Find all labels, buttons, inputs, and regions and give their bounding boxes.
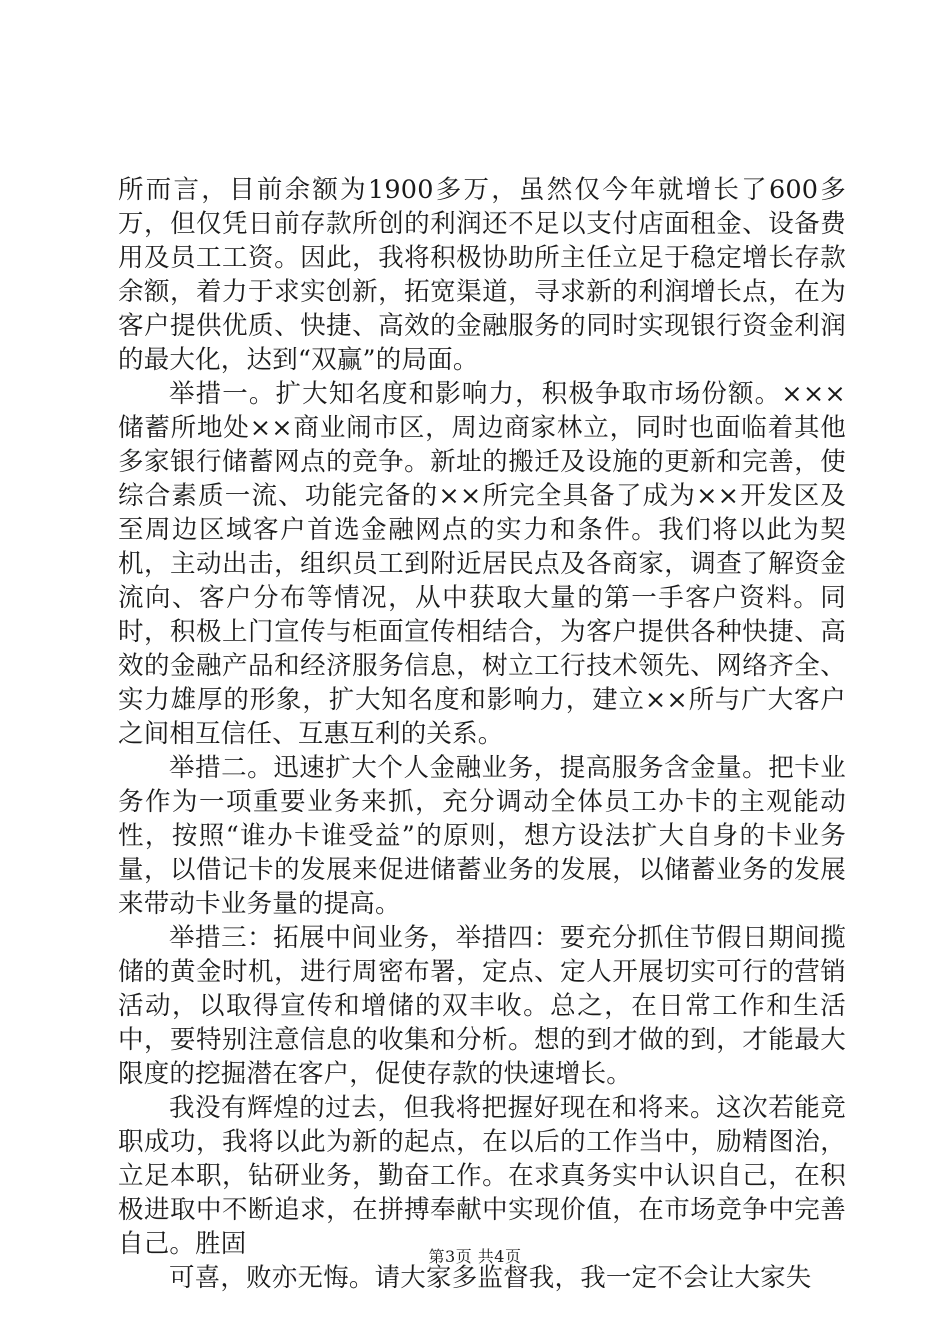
paragraph-measure-1: 举措一。扩大知名度和影响力，积极争取市场份额。×××储蓄所地处××商业闹市区，周边商家林立，同时也面临着其他多家银行储蓄网点的竞争。新址的搬迁及设施的更新和完善，使综合素质一流、功能完备的××所完全具备了成为××开发区及至周边区域客户首选金融网点的实力和条件。我们将以此为契机，主动出击，组织员工到附近居民点及各商家，调查了解资金流向、客户分布等情况，从中获取大量的第一手客户资料。同时，积极上门宣传与柜面宣传相结合，为客户提供各种快捷、高效的金融产品和经济服务信息，树立工行技术领先、网络齐全、实力雄厚的形象，扩大知名度和影响力，建立××所与广大客户之间相互信任、互惠互利的关系。 bbox=[118, 379, 846, 749]
paragraph-closing-statement: 我没有辉煌的过去，但我将把握好现在和将来。这次若能竞职成功，我将以此为新的起点，在以后的工作当中，励精图治，立足本职，钻研业务，勤奋工作。在求真务实中认识自己，在积极进取中不断追求，在拼搏奉献中实现价值，在市场竞争中完善自己。胜固 bbox=[118, 1093, 846, 1259]
paragraph-measure-3-4: 举措三：拓展中间业务，举措四：要充分抓住节假日期间揽储的黄金时机，进行周密布署，定点、定人开展切实可行的营销活动，以取得宣传和增储的双丰收。总之，在日常工作和生活中，要特别注意信息的收集和分析。想的到才做的到，才能最大限度的挖掘潜在客户，促使存款的快速增长。 bbox=[118, 923, 846, 1089]
paragraph-final: 可喜，败亦无悔。请大家多监督我，我一定不会让大家失 bbox=[169, 1263, 812, 1293]
paragraph-1: 所而言，目前余额为1900多万，虽然仅今年就增长了600多万，但仅凭日前存款所创的利润还不足以支付店面租金、设备费用及员工工资。因此，我将积极协助所主任立足于稳定增长存款余额，着力于求实创新，拓宽渠道，寻求新的利润增长点，在为客户提供优质、快捷、高效的金融服务的同时实现银行资金利润的最大化，达到“双赢”的局面。 bbox=[118, 175, 846, 375]
page-number-footer: 第3页 共4页 bbox=[428, 1247, 522, 1266]
paragraph-measure-2: 举措二。迅速扩大个人金融业务，提高服务含金量。把卡业务作为一项重要业务来抓，充分调动全体员工办卡的主观能动性，按照“谁办卡谁受益”的原则，想方设法扩大自身的卡业务量，以借记卡的发展来促进储蓄业务的发展，以储蓄业务的发展来带动卡业务量的提高。 bbox=[118, 753, 846, 919]
document-body bbox=[118, 173, 846, 1295]
